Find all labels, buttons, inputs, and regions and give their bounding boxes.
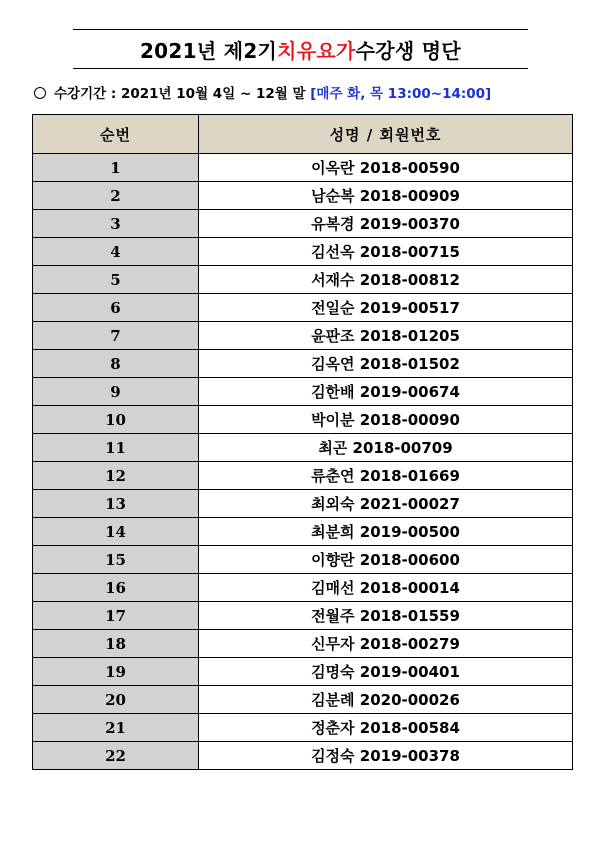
table-row: [33, 574, 573, 602]
row-number: 3: [33, 210, 199, 238]
row-name-id: 김정숙 2019-00378: [199, 742, 573, 770]
row-number: 8: [33, 350, 199, 378]
row-number: 18: [33, 630, 199, 658]
row-number: 1: [33, 154, 199, 182]
row-number: 21: [33, 714, 199, 742]
table-row: [33, 630, 573, 658]
bullet-circle-icon: [34, 87, 46, 99]
table-row: [33, 658, 573, 686]
table-row: [33, 266, 573, 294]
row-number: 14: [33, 518, 199, 546]
row-name-id: 전일순 2019-00517: [199, 294, 573, 322]
table-row: [33, 714, 573, 742]
row-name-id: 남순복 2018-00909: [199, 182, 573, 210]
row-name-id: 김매선 2018-00014: [199, 574, 573, 602]
row-name-id: 이향란 2018-00600: [199, 546, 573, 574]
header-name-id: 성명 / 회원번호: [199, 115, 573, 154]
table-row: [33, 434, 573, 462]
table-row: [33, 378, 573, 406]
row-number: 16: [33, 574, 199, 602]
table-row: [33, 350, 573, 378]
row-name-id: 정춘자 2018-00584: [199, 714, 573, 742]
roster-table: [32, 114, 573, 770]
row-number: 9: [33, 378, 199, 406]
row-number: 12: [33, 462, 199, 490]
row-number: 5: [33, 266, 199, 294]
row-number: 20: [33, 686, 199, 714]
row-name-id: 류춘연 2018-01669: [199, 462, 573, 490]
row-name-id: 최곤 2018-00709: [199, 434, 573, 462]
header-number: 순번: [33, 115, 199, 154]
row-name-id: 서재수 2018-00812: [199, 266, 573, 294]
table-row: [33, 742, 573, 770]
document-title: [73, 29, 528, 69]
row-name-id: 최외숙 2021-00027: [199, 490, 573, 518]
table-row: [33, 238, 573, 266]
row-name-id: 이옥란 2018-00590: [199, 154, 573, 182]
table-row: [33, 182, 573, 210]
row-number: 15: [33, 546, 199, 574]
row-name-id: 박이분 2018-00090: [199, 406, 573, 434]
period-schedule: [매주 화, 목 13:00~14:00]: [310, 86, 492, 102]
row-name-id: 유복경 2019-00370: [199, 210, 573, 238]
table-row: [33, 602, 573, 630]
row-name-id: 신무자 2018-00279: [199, 630, 573, 658]
table-row: [33, 294, 573, 322]
title-highlight: 치유요가: [277, 38, 356, 63]
period-label: 수강기간 : 2021년 10월 4일 ~ 12월 말: [54, 86, 306, 102]
row-number: 17: [33, 602, 199, 630]
row-name-id: 전월주 2018-01559: [199, 602, 573, 630]
row-name-id: 최분희 2019-00500: [199, 518, 573, 546]
row-name-id: 윤판조 2018-01205: [199, 322, 573, 350]
roster-body: [33, 154, 573, 770]
title-suffix: 수강생 명단: [355, 38, 462, 63]
row-name-id: 김선옥 2018-00715: [199, 238, 573, 266]
row-number: 6: [33, 294, 199, 322]
row-number: 4: [33, 238, 199, 266]
row-number: 13: [33, 490, 199, 518]
row-number: 7: [33, 322, 199, 350]
table-row: [33, 154, 573, 182]
table-row: [33, 322, 573, 350]
course-period: [34, 82, 491, 102]
row-name-id: 김한배 2019-00674: [199, 378, 573, 406]
table-row: [33, 518, 573, 546]
table-row: [33, 406, 573, 434]
table-header-row: [33, 115, 573, 154]
row-name-id: 김옥연 2018-01502: [199, 350, 573, 378]
table-row: [33, 686, 573, 714]
title-prefix: 2021년 제2기: [139, 38, 278, 63]
row-name-id: 김명숙 2019-00401: [199, 658, 573, 686]
row-number: 2: [33, 182, 199, 210]
table-row: [33, 546, 573, 574]
row-number: 22: [33, 742, 199, 770]
row-number: 10: [33, 406, 199, 434]
table-row: [33, 210, 573, 238]
row-number: 11: [33, 434, 199, 462]
row-number: 19: [33, 658, 199, 686]
row-name-id: 김분례 2020-00026: [199, 686, 573, 714]
table-row: [33, 462, 573, 490]
table-row: [33, 490, 573, 518]
